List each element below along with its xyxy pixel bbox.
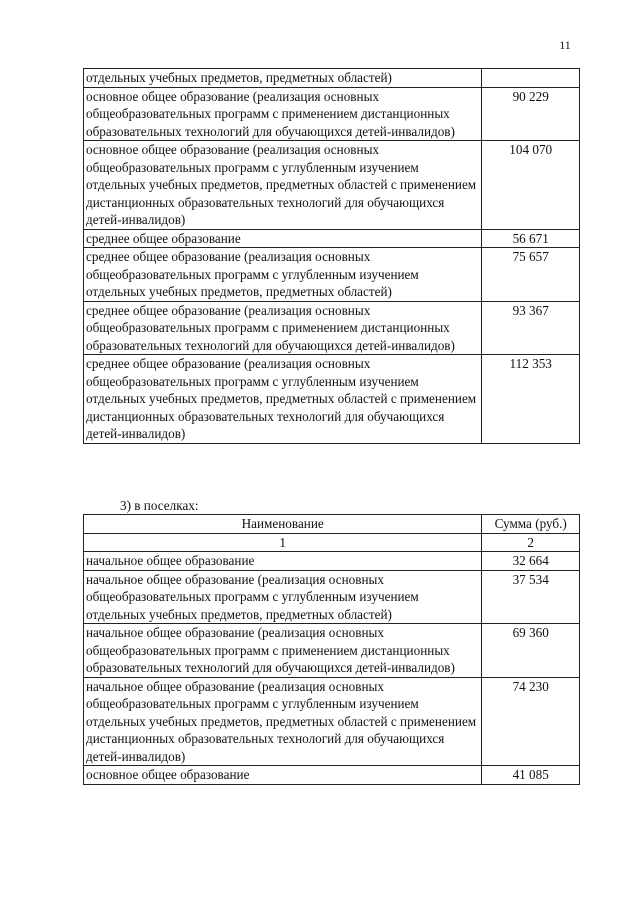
table-settlement-rates bbox=[83, 514, 580, 785]
row-name: начальное общее образование (реализация основных общеобразовательных программ с углубленным изучением отдельных учебных предметов, предметных областей с применением дистанционных образовательных технологий для обучающихся детей-инвалидов) bbox=[84, 677, 482, 766]
table-row bbox=[84, 87, 580, 141]
row-sum: 32 664 bbox=[482, 552, 580, 571]
row-name: начальное общее образование bbox=[84, 552, 482, 571]
row-name: среднее общее образование (реализация основных общеобразовательных программ с углубленным изучением отдельных учебных предметов, предметных областей) bbox=[84, 248, 482, 302]
table-row bbox=[84, 229, 580, 248]
row-sum: 74 230 bbox=[482, 677, 580, 766]
column-number-row bbox=[84, 533, 580, 552]
page-number: 11 bbox=[559, 38, 571, 52]
row-sum: 56 671 bbox=[482, 229, 580, 248]
table-row bbox=[84, 570, 580, 624]
table-row bbox=[84, 766, 580, 785]
row-name: основное общее образование (реализация основных общеобразовательных программ с углубленным изучением отдельных учебных предметов, предметных областей с применением дистанционных образовательных технологий для обучающихся детей-инвалидов) bbox=[84, 141, 482, 230]
row-name: отдельных учебных предметов, предметных областей) bbox=[84, 69, 482, 88]
row-name: среднее общее образование bbox=[84, 229, 482, 248]
row-sum: 41 085 bbox=[482, 766, 580, 785]
row-name: начальное общее образование (реализация основных общеобразовательных программ с углубленным изучением отдельных учебных предметов, предметных областей) bbox=[84, 570, 482, 624]
table-row bbox=[84, 248, 580, 302]
row-sum: 93 367 bbox=[482, 301, 580, 355]
row-sum: 104 070 bbox=[482, 141, 580, 230]
header-name: Наименование bbox=[84, 515, 482, 534]
table-row bbox=[84, 141, 580, 230]
row-sum: 69 360 bbox=[482, 624, 580, 678]
table-row bbox=[84, 624, 580, 678]
row-sum bbox=[482, 69, 580, 88]
row-sum: 75 657 bbox=[482, 248, 580, 302]
table-row bbox=[84, 355, 580, 444]
table-continued-rates bbox=[83, 68, 580, 444]
table-row bbox=[84, 301, 580, 355]
row-name: начальное общее образование (реализация основных общеобразовательных программ с применением дистанционных образовательных технологий для обучающихся детей-инвалидов) bbox=[84, 624, 482, 678]
row-name: основное общее образование bbox=[84, 766, 482, 785]
row-sum: 37 534 bbox=[482, 570, 580, 624]
row-name: среднее общее образование (реализация основных общеобразовательных программ с углубленным изучением отдельных учебных предметов, предметных областей с применением дистанционных образовательных технологий для обучающихся детей-инвалидов) bbox=[84, 355, 482, 444]
row-sum: 112 353 bbox=[482, 355, 580, 444]
row-name: основное общее образование (реализация основных общеобразовательных программ с применением дистанционных образовательных технологий для обучающихся детей-инвалидов) bbox=[84, 87, 482, 141]
column-number-1: 1 bbox=[84, 533, 482, 552]
table-row bbox=[84, 552, 580, 571]
table-header-row bbox=[84, 515, 580, 534]
section-heading: 3) в поселках: bbox=[120, 498, 199, 513]
row-name: среднее общее образование (реализация основных общеобразовательных программ с применением дистанционных образовательных технологий для обучающихся детей-инвалидов) bbox=[84, 301, 482, 355]
header-sum: Сумма (руб.) bbox=[482, 515, 580, 534]
table-row bbox=[84, 69, 580, 88]
column-number-2: 2 bbox=[482, 533, 580, 552]
row-sum: 90 229 bbox=[482, 87, 580, 141]
table-row bbox=[84, 677, 580, 766]
